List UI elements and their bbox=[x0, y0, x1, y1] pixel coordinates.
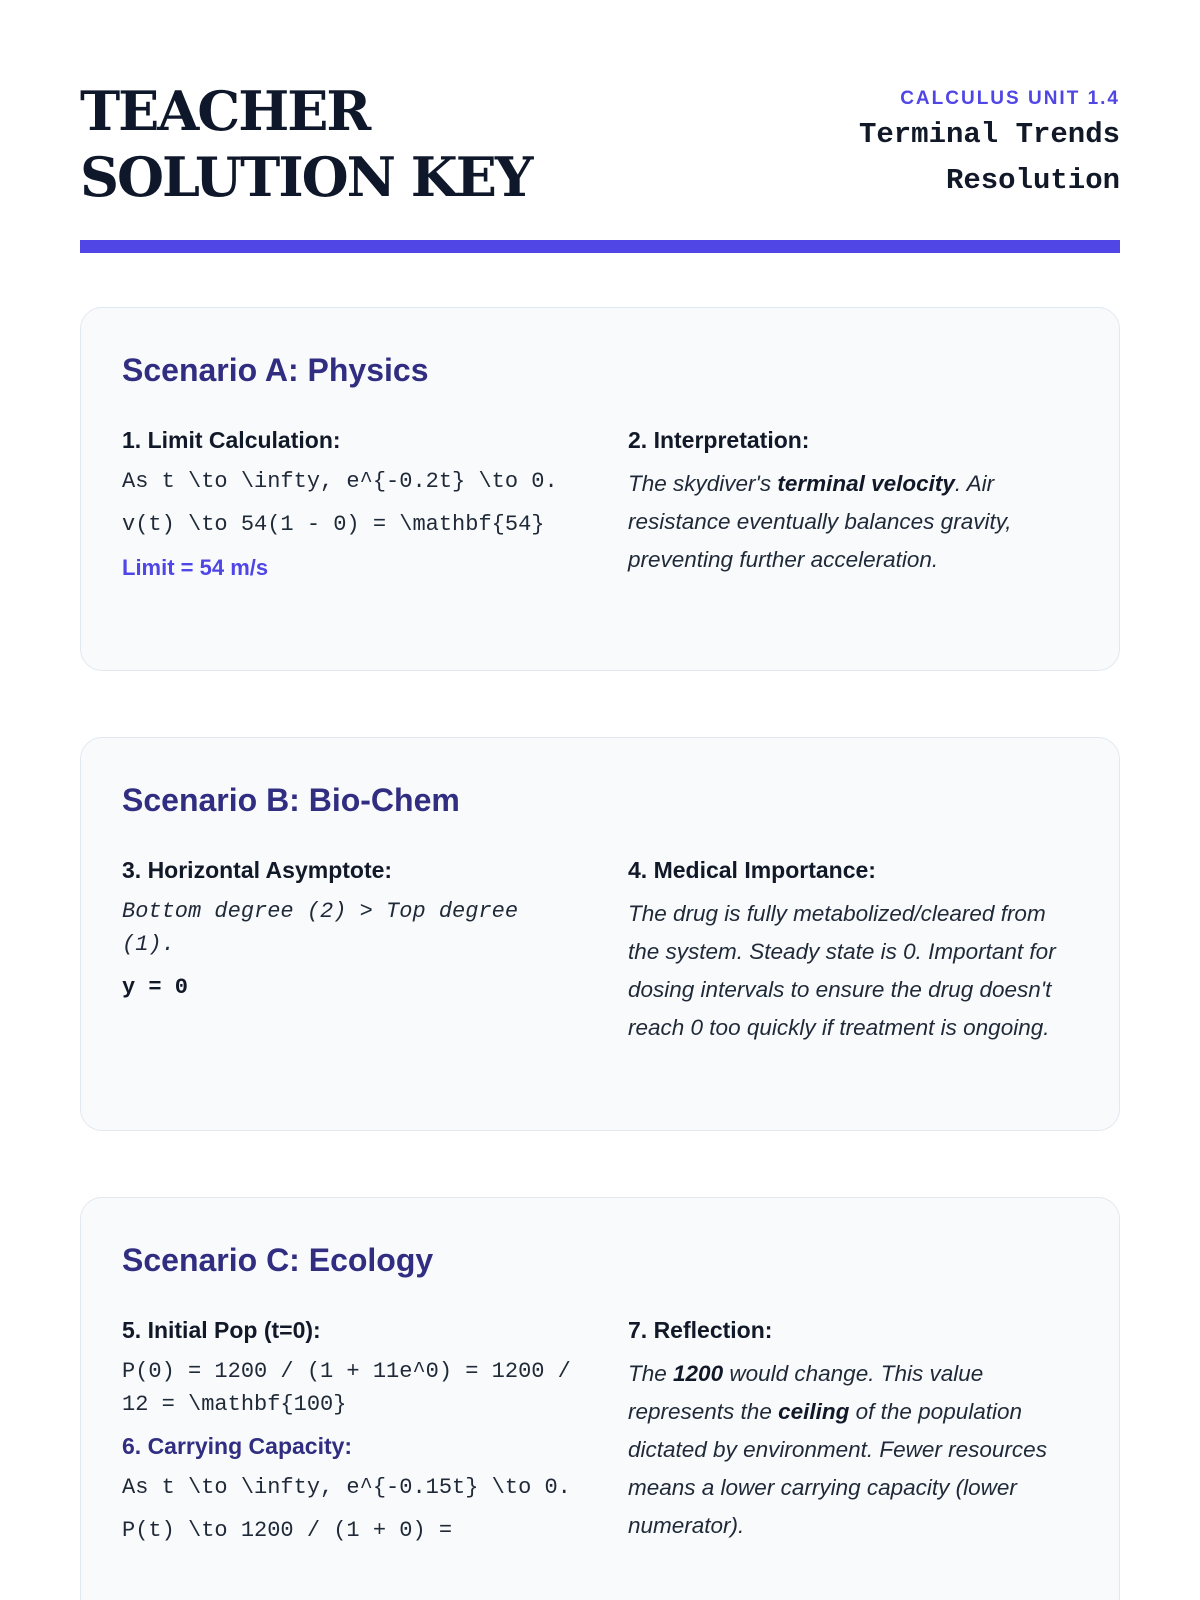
question-7-text-middle: would change. This value represents the bbox=[628, 1361, 984, 1424]
scenario-a-card bbox=[80, 307, 1120, 671]
solution-key-page bbox=[80, 0, 1120, 1543]
question-3-heading: 3. Horizontal Asymptote: bbox=[122, 857, 393, 883]
question-2-text-start: The skydiver's bbox=[628, 471, 778, 496]
question-2 bbox=[628, 425, 1078, 579]
question-2-emphasis: terminal velocity bbox=[777, 471, 955, 496]
header-divider bbox=[80, 240, 1120, 253]
scenario-c-title: Scenario C: Ecology bbox=[122, 1242, 434, 1278]
question-3-answer: y = 0 bbox=[122, 975, 189, 1000]
question-4 bbox=[628, 855, 1078, 1047]
question-7-text-start: The bbox=[628, 1361, 674, 1386]
question-1-step-1: As t \to \infty, e^{-0.2t} \to 0. bbox=[122, 469, 558, 494]
question-7-answer bbox=[628, 1355, 1078, 1545]
question-6-heading: 6. Carrying Capacity: bbox=[122, 1433, 353, 1459]
question-5-heading: 5. Initial Pop (t=0): bbox=[122, 1317, 321, 1343]
question-7-emphasis-ceiling: ceiling bbox=[778, 1399, 850, 1424]
page-subtitle: Terminal Trends Resolution bbox=[858, 118, 1120, 197]
question-1-result: Limit = 54 m/s bbox=[122, 555, 269, 580]
scenario-c-card bbox=[80, 1197, 1120, 1600]
question-2-heading: 2. Interpretation: bbox=[628, 427, 810, 453]
question-4-answer: The drug is fully metabolized/cleared from the system. Steady state is 0. Important for dosing intervals to ensure the drug doesn't reach 0 too quickly if treatment is ongoing. bbox=[628, 901, 1056, 1040]
unit-label: CALCULUS UNIT 1.4 bbox=[900, 88, 1120, 109]
question-2-text-end: . Air resistance eventually balances gravity, preventing further acceleration. bbox=[628, 471, 1012, 572]
scenario-b-title: Scenario B: Bio-Chem bbox=[122, 782, 460, 818]
question-5-6 bbox=[122, 1315, 572, 1557]
question-7-emphasis-value: 1200 bbox=[673, 1361, 724, 1386]
unit-meta bbox=[820, 86, 1120, 204]
question-1-step-2: v(t) \to 54(1 - 0) = \mathbf{54} bbox=[122, 512, 545, 537]
question-6-step-1: As t \to \infty, e^{-0.15t} \to 0. bbox=[122, 1475, 571, 1500]
question-7-heading: 7. Reflection: bbox=[628, 1317, 773, 1343]
page-title: TEACHER SOLUTION KEY bbox=[80, 79, 532, 209]
question-7-text-end: of the population dictated by environment. Fewer resources means a lower carrying capacity (lower numerator). bbox=[628, 1399, 1047, 1538]
scenario-b-card bbox=[80, 737, 1120, 1131]
question-7 bbox=[628, 1315, 1078, 1545]
page-header bbox=[80, 0, 1120, 254]
question-5-step-1: P(0) = 1200 / (1 + 11e^0) = 1200 / 12 = \mathbf{100} bbox=[122, 1359, 571, 1417]
question-3-step-1: Bottom degree (2) > Top degree (1). bbox=[122, 899, 519, 957]
question-1 bbox=[122, 425, 572, 581]
question-6-step-2: P(t) \to 1200 / (1 + 0) = bbox=[122, 1518, 453, 1543]
question-1-heading: 1. Limit Calculation: bbox=[122, 427, 341, 453]
question-4-heading: 4. Medical Importance: bbox=[628, 857, 876, 883]
question-3 bbox=[122, 855, 572, 1014]
scenario-a-title: Scenario A: Physics bbox=[122, 352, 429, 388]
question-2-answer bbox=[628, 465, 1078, 579]
